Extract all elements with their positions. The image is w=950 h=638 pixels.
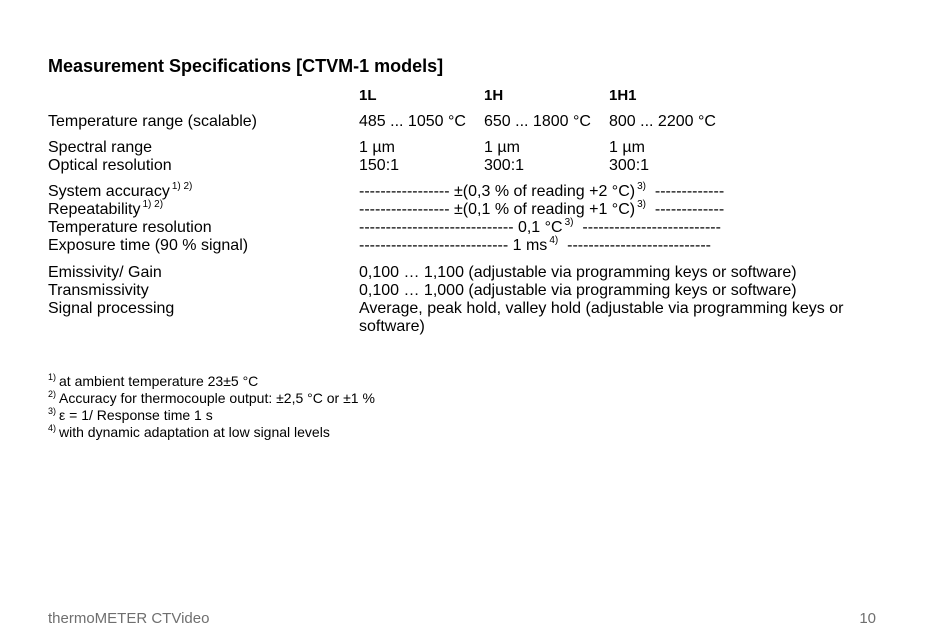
page-number: 10 [859, 610, 876, 627]
spec-value-all [359, 201, 724, 219]
footnote-text: ε = 1/ Response time 1 s [59, 407, 213, 423]
footer-product-name: thermoMETER CTVideo [48, 610, 210, 627]
page-title: Measurement Specifications [CTVM-1 models] [48, 56, 444, 76]
spec-value-1l: 485 ... 1050 °C [359, 113, 466, 130]
spec-value-all: 0,100 … 1,000 (adjustable via programming keys or software) [359, 282, 797, 299]
footnote-mark: 3) [48, 406, 57, 416]
spec-value-all [359, 219, 721, 237]
spec-value-all: 0,100 … 1,100 (adjustable via programming keys or software) [359, 264, 797, 281]
footnote-mark: 2) [48, 389, 57, 399]
spec-value-1h1: 800 ... 2200 °C [609, 113, 716, 130]
footnote-text: with dynamic adaptation at low signal levels [59, 424, 330, 440]
spec-label: Temperature resolution [48, 219, 212, 236]
footnote-4 [48, 424, 330, 440]
footnote-ref: 1) 2) [142, 199, 164, 210]
spec-label [48, 183, 192, 201]
column-header-1l: 1L [359, 87, 377, 104]
spec-label: Transmissivity [48, 282, 149, 299]
spec-label: Exposure time (90 % signal) [48, 237, 249, 254]
column-header-1h1: 1H1 [609, 87, 637, 104]
spec-value-all-cont: software) [359, 318, 425, 335]
footnote-mark: 1) [48, 372, 57, 382]
spec-value-text: ----------------- ±(0,1 % of reading +1 °C) [359, 201, 636, 218]
footnote-text: Accuracy for thermocouple output: ±2,5 °C or ±1 % [59, 390, 375, 406]
spec-value-1h: 1 µm [484, 139, 520, 156]
spec-value-1h: 300:1 [484, 157, 525, 174]
dash-trail: -------------------------- [582, 219, 721, 236]
dash-trail: ------------- [654, 201, 725, 218]
spec-value-1h1: 300:1 [609, 157, 650, 174]
spec-value-text: ----------------------------- 0,1 °C [359, 219, 563, 236]
spec-label: Temperature range (scalable) [48, 113, 257, 130]
footnote-1 [48, 373, 258, 389]
spec-value-1l: 150:1 [359, 157, 400, 174]
spec-label: Spectral range [48, 139, 153, 156]
spec-label-text: System accuracy [48, 183, 170, 200]
spec-value-text: ---------------------------- 1 ms [359, 237, 548, 254]
dash-trail: ------------- [654, 183, 725, 200]
dash-trail: --------------------------- [567, 237, 711, 254]
footnote-ref: 4) [549, 235, 559, 246]
spec-value-1h: 650 ... 1800 °C [484, 113, 591, 130]
spec-label: Emissivity/ Gain [48, 264, 162, 281]
spec-value-text: ----------------- ±(0,3 % of reading +2 °C) [359, 183, 636, 200]
spec-label: Signal processing [48, 300, 175, 317]
footnote-ref: 3) [637, 181, 646, 192]
footnote-ref: 1) 2) [171, 181, 193, 192]
footnote-mark: 4) [48, 423, 57, 433]
spec-value-all [359, 183, 724, 201]
footnote-ref: 3) [564, 217, 574, 228]
footnote-3 [48, 407, 213, 423]
column-header-1h: 1H [484, 87, 504, 104]
spec-label-text: Repeatability [48, 201, 141, 218]
spec-value-all: Average, peak hold, valley hold (adjustable via programming keys or [359, 300, 844, 317]
footnote-text: at ambient temperature 23±5 °C [59, 373, 259, 389]
footnote-2 [48, 390, 375, 406]
spec-value-all [359, 237, 711, 255]
spec-value-1h1: 1 µm [609, 139, 645, 156]
spec-label [48, 201, 163, 219]
spec-label: Optical resolution [48, 157, 172, 174]
spec-value-1l: 1 µm [359, 139, 395, 156]
footnote-ref: 3) [637, 199, 646, 210]
